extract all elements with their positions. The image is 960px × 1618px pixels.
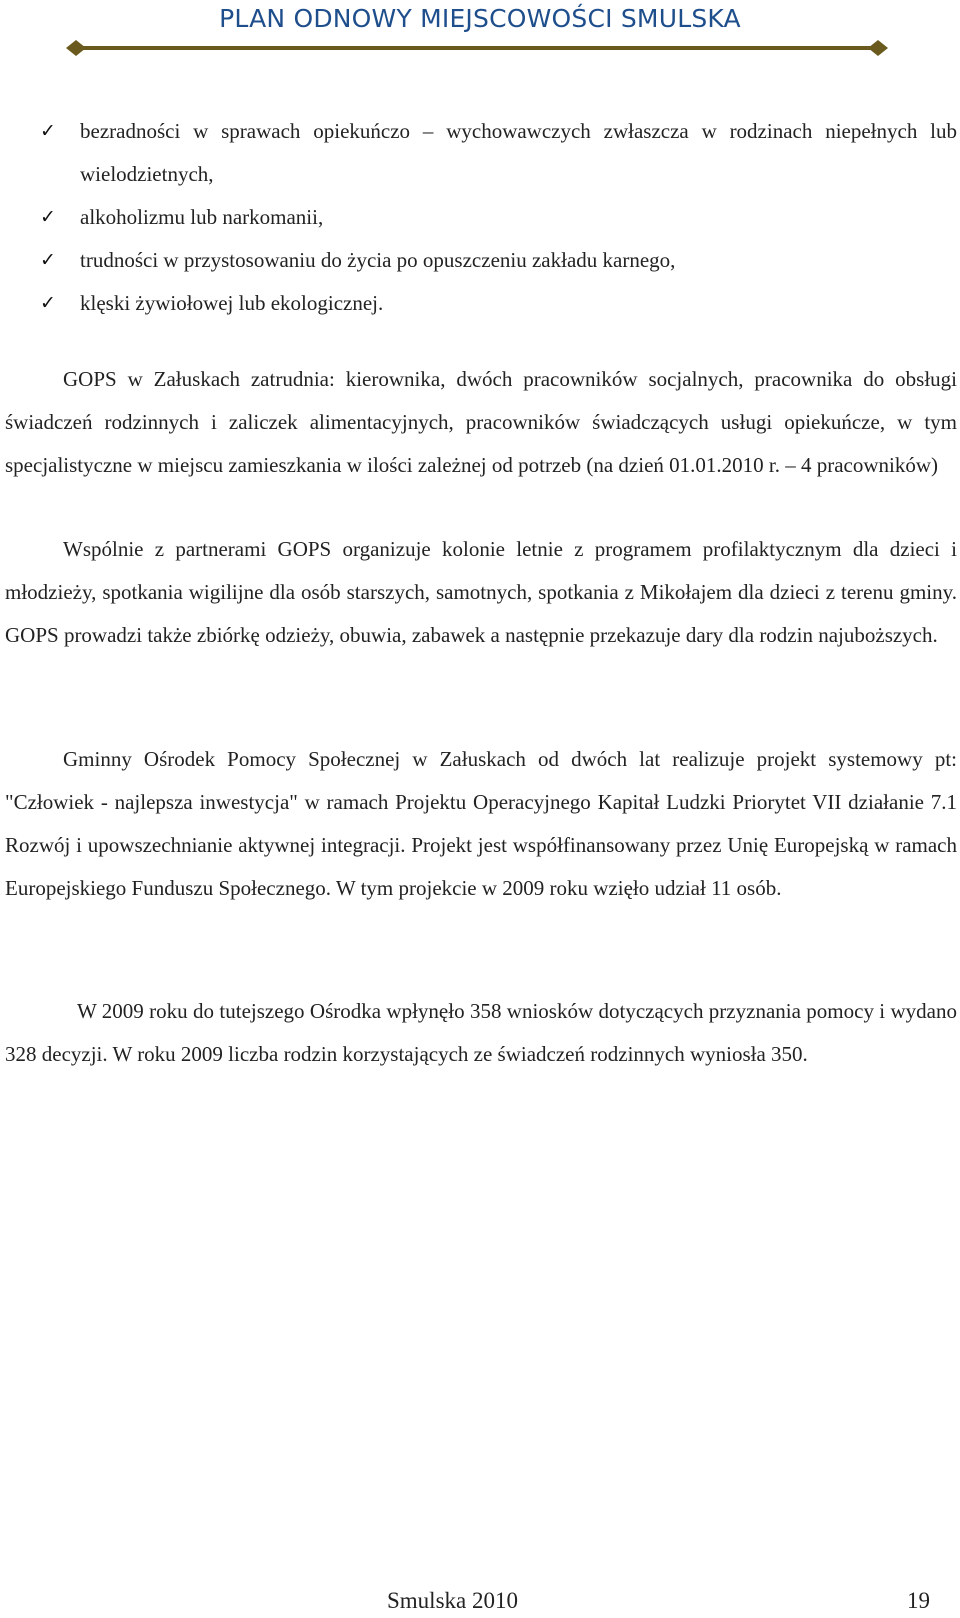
checkmark-icon: ✓ (40, 206, 56, 228)
checkmark-icon: ✓ (40, 292, 56, 314)
footer-label: Smulska 2010 (387, 1588, 518, 1613)
checklist-item-text: bezradności w sprawach opiekuńczo – wychowawczych zwłaszcza w rodzinach niepełnych lub wielodzietnych, (80, 119, 957, 186)
checkmark-icon: ✓ (40, 249, 56, 271)
paragraph-gops-statistics: W 2009 roku do tutejszego Ośrodka wpłynęło 358 wniosków dotyczących przyznania pomocy i wydano 328 decyzji. W roku 2009 liczba rodzin korzystających ze świadczeń rodzinnych wyniosła 350. (5, 999, 957, 1066)
checklist-item (0, 282, 957, 325)
paragraph-gops-staff: GOPS w Załuskach zatrudnia: kierownika, dwóch pracowników socjalnych, pracownika do obsługi świadczeń rodzinnych i zaliczek alimentacyjnych, pracowników świadczących usługi opiekuńcze, w tym specjalistyczne w miejscu zamieszkania w ilości zależnej od potrzeb (na dzień 01.01.2010 r. – 4 pracowników) (5, 367, 957, 477)
page-number: 19 (907, 1588, 930, 1613)
paragraph-gops-activities: Wspólnie z partnerami GOPS organizuje kolonie letnie z programem profilaktycznym dla dzieci i młodzieży, spotkania wigilijne dla osób starszych, samotnych, spotkania z Mikołajem dla dzieci z terenu gminy. GOPS prowadzi także zbiórkę odzieży, obuwia, zabawek a następnie przekazuje dary dla rodzin najuboższych. (5, 537, 957, 647)
checklist-item (0, 196, 957, 239)
checklist-item-text: klęski żywiołowej lub ekologicznej. (80, 291, 384, 315)
page-header-title: PLAN ODNOWY MIEJSCOWOŚCI SMULSKA (219, 4, 741, 33)
checkmark-icon: ✓ (40, 120, 56, 142)
checklist-item (0, 110, 957, 196)
paragraph-gops-project: Gminny Ośrodek Pomocy Społecznej w Załuskach od dwóch lat realizuje projekt systemowy pt: "Człowiek - najlepsza inwestycja" w ramach Projektu Operacyjnego Kapitał Ludzki Priorytet VII działanie 7.1 Rozwój i upowszechnianie aktywnej integracji. Projekt jest współfinansowany przez Unię Europejską w ramach Europejskiego Funduszu Społecznego. W tym projekcie w 2009 roku wzięło udział 11 osób. (5, 747, 957, 900)
header-divider (66, 38, 888, 58)
checklist (0, 110, 960, 325)
checklist-item-text: alkoholizmu lub narkomanii, (80, 205, 324, 229)
checklist-item-text: trudności w przystosowaniu do życia po opuszczeniu zakładu karnego, (80, 248, 676, 272)
checklist-item (0, 239, 957, 282)
